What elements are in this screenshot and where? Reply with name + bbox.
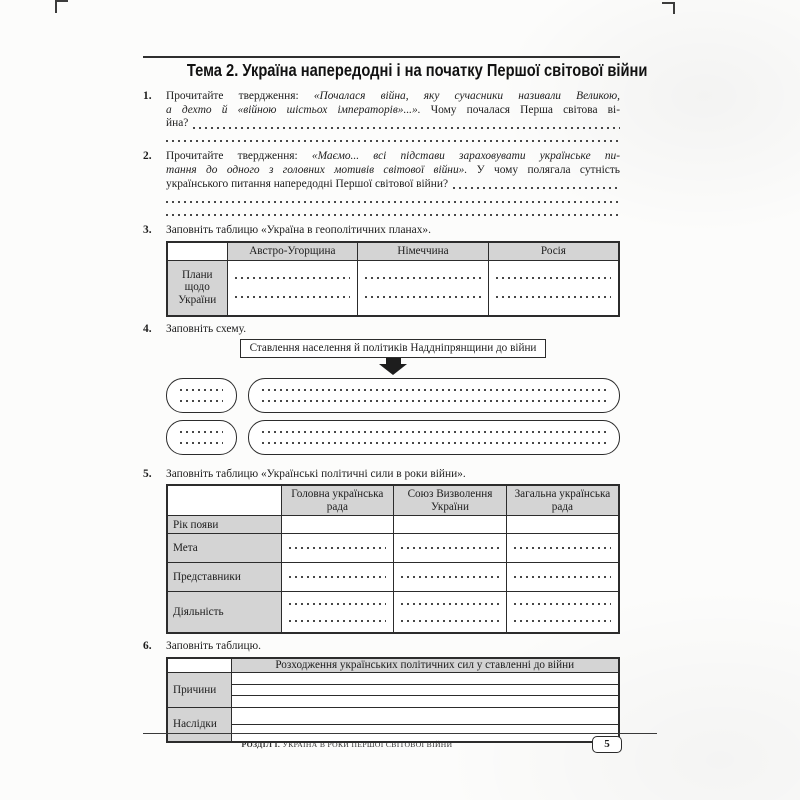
political-forces-table [166, 484, 620, 634]
geo-answer-cell-austria [227, 260, 358, 316]
geo-table-header-russia: Росія [488, 242, 619, 260]
forces-table-header-golovna-rada: Головна українська рада [281, 485, 394, 516]
divergence-table [166, 657, 620, 743]
divergence-header: Розходження українських політичних сил у ставленні до війни [231, 658, 619, 673]
geo-plans-table [166, 241, 620, 317]
question-5-label: Заповніть таблицю «Українські політичні сили в роки війни». [166, 467, 466, 480]
schema-box-1-left [166, 378, 237, 413]
forces-table-header-zagalna-rada: Загальна українська рада [506, 485, 619, 516]
year-cell-2 [394, 516, 507, 534]
question-4-label: Заповніть схему. [166, 323, 247, 336]
question-3-number: 3. [143, 224, 152, 237]
divergence-row-causes [167, 673, 619, 708]
crop-mark-top-right [662, 2, 675, 14]
geo-answer-cell-russia [488, 260, 619, 316]
question-1-text: Прочитайте твердження: «Почалася війна, яку сучасники називали Великою, а дехто й «війною шістьох імператорів»...». Чому почалася Перша світова ві- йна? [166, 90, 620, 144]
forces-table-header-soyuz-vyzvolennya: Союз Визволення України [394, 485, 507, 516]
page-number-badge: 5 [592, 736, 622, 753]
geo-table-body-row [167, 260, 619, 316]
year-cell-3 [506, 516, 619, 534]
schema-box-2-left [166, 420, 237, 455]
schema-box-2-right [248, 420, 620, 455]
question-5 [143, 468, 620, 634]
schema-diagram [166, 339, 620, 455]
page-title-text: Тема 2. Україна напередодні і на початку Першої світової війни [186, 60, 648, 80]
question-3-label: Заповніть таблицю «Україна в геополітичних планах». [166, 224, 431, 237]
question-6 [143, 640, 620, 743]
footer-chapter-title [143, 740, 551, 749]
schema-row-2 [166, 420, 620, 455]
page-content [143, 56, 648, 749]
forces-row-year [167, 516, 619, 534]
question-2 [143, 150, 620, 218]
forces-row-representatives-label: Представники [167, 563, 281, 592]
divergence-row-consequences-label: Наслідки [167, 707, 231, 742]
goal-cell-2 [394, 534, 507, 563]
down-arrow-icon [166, 358, 620, 375]
activity-cell-3 [506, 592, 619, 633]
crop-mark-top-left [55, 0, 68, 13]
title-rule [143, 56, 620, 58]
question-2-number: 2. [143, 150, 152, 163]
footer-chapter-name: УКРАЇНА В РОКИ ПЕРШОЇ СВІТОВОЇ ВІЙНИ [280, 740, 453, 749]
question-4-number: 4. [143, 323, 152, 336]
geo-answer-cell-germany [358, 260, 489, 316]
geo-table-header-austria: Австро-Угорщина [227, 242, 358, 260]
question-2-text: Прочитайте твердження: «Маємо... всі підстави зараховувати українське пи- тання до одного з головних мотивів світової війни». У чому полягала сутність українського питання напередодні Першої світової війни? [166, 150, 620, 218]
page-title [143, 60, 648, 81]
divergence-header-row [167, 658, 619, 673]
question-4 [143, 323, 620, 462]
question-1 [143, 90, 620, 144]
footer-chapter-number: РОЗДІЛ І. [241, 740, 281, 749]
forces-row-goal [167, 534, 619, 563]
schema-box-1-right [248, 378, 620, 413]
goal-cell-3 [506, 534, 619, 563]
representatives-cell-2 [394, 563, 507, 592]
forces-table-corner-cell [167, 485, 281, 516]
geo-table-header-row [167, 242, 619, 260]
representatives-cell-1 [281, 563, 394, 592]
schema-title-box: Ставлення населення й політиків Наддніпрянщини до війни [240, 339, 547, 358]
question-3 [143, 224, 620, 317]
question-1-number: 1. [143, 90, 152, 102]
forces-row-activity [167, 592, 619, 633]
forces-row-year-label: Рік появи [167, 516, 281, 534]
question-6-number: 6. [143, 639, 152, 652]
forces-row-goal-label: Мета [167, 534, 281, 563]
activity-cell-1 [281, 592, 394, 633]
forces-row-activity-label: Діяльність [167, 592, 281, 633]
year-cell-1 [281, 516, 394, 534]
activity-cell-2 [394, 592, 507, 633]
schema-row-1 [166, 378, 620, 413]
question-6-label: Заповніть таблицю. [166, 639, 261, 652]
consequences-writing-cell [231, 707, 619, 742]
geo-table-header-germany: Німеччина [358, 242, 489, 260]
question-5-number: 5. [143, 467, 152, 480]
forces-row-representatives [167, 563, 619, 592]
divergence-row-causes-label: Причини [167, 673, 231, 708]
forces-table-header-row [167, 485, 619, 516]
geo-table-corner-cell [167, 242, 227, 260]
representatives-cell-3 [506, 563, 619, 592]
divergence-row-consequences [167, 707, 619, 742]
footer-rule [143, 733, 657, 734]
divergence-corner-cell [167, 658, 231, 673]
geo-table-row-label: Плани щодо України [167, 260, 227, 316]
causes-writing-cell [231, 673, 619, 708]
goal-cell-1 [281, 534, 394, 563]
